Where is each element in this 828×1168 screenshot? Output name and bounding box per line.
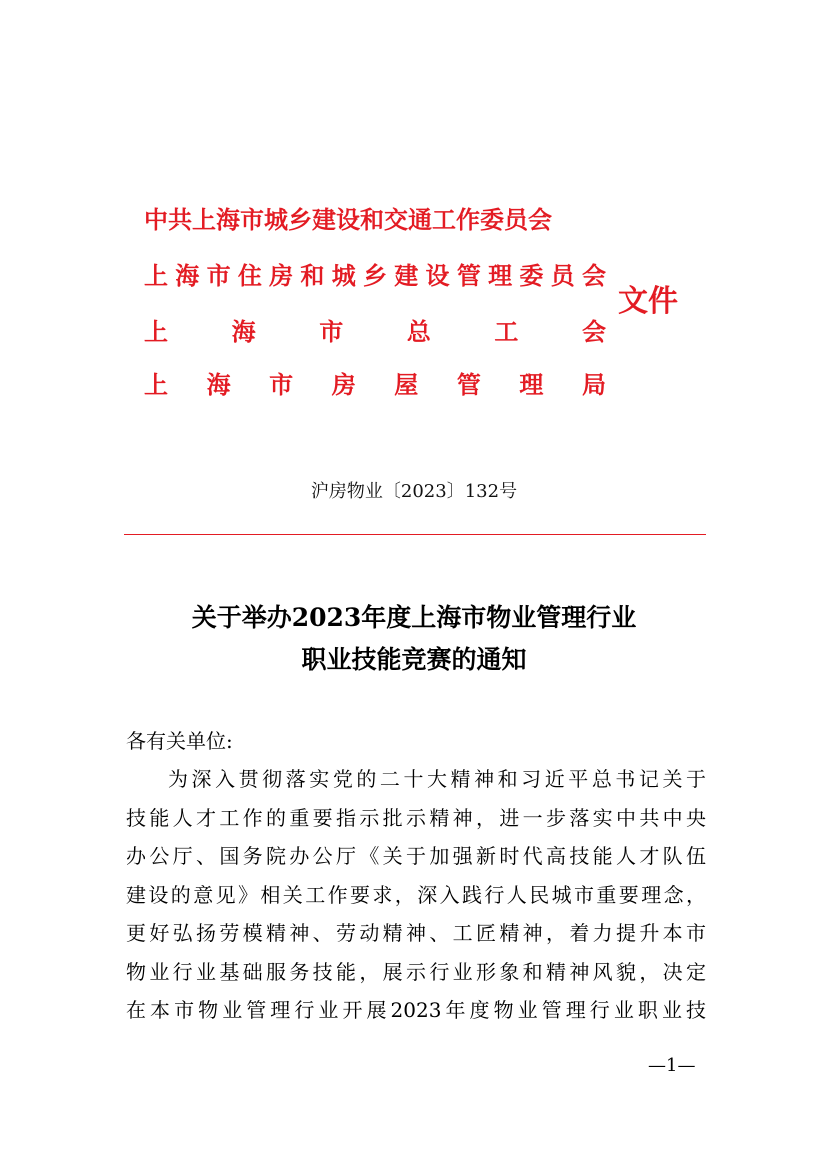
document-title-line-2: 职业技能竞赛的通知 <box>301 645 527 674</box>
issuer-line-4: 上 海 市 房 屋 管 理 局 <box>144 370 606 399</box>
page-number: —1— <box>648 1055 696 1076</box>
body-line: 物业行业基础服务技能，展示行业形象和精神风貌，决定 <box>126 959 706 984</box>
issuer-line-2: 上 海 市 住 房 和 城 乡 建 设 管 理 委 员 会 <box>144 261 606 290</box>
body-line: 在本市物业管理行业开展2023年度物业管理行业职业技 <box>126 998 706 1022</box>
body-paragraph <box>126 760 706 1030</box>
document-number: 沪房物业〔2023〕132号 <box>310 481 518 502</box>
red-header <box>144 198 704 408</box>
issuer-line-1: 中共上海市城乡建设和交通工作委员会 <box>144 205 552 234</box>
body-line: 为深入贯彻落实党的二十大精神和习近平总书记关于 <box>168 767 706 791</box>
body-line: 办公厅、国务院办公厅《关于加强新时代高技能人才队伍 <box>126 844 706 868</box>
body-line: 建设的意见》相关工作要求，深入践行人民城市重要理念， <box>126 882 706 907</box>
doc-word: 文件 <box>618 284 678 319</box>
issuer-line-3: 上 海 市 总 工 会 <box>144 317 606 346</box>
body-line: 技能人才工作的重要指示批示精神，进一步落实中共中央 <box>126 805 706 830</box>
salutation: 各有关单位: <box>126 729 233 753</box>
document-title-line-1: 关于举办2023年度上海市物业管理行业 <box>191 603 637 632</box>
body-line: 更好弘扬劳模精神、劳动精神、工匠精神，着力提升本市 <box>126 921 706 945</box>
red-divider <box>124 534 706 535</box>
